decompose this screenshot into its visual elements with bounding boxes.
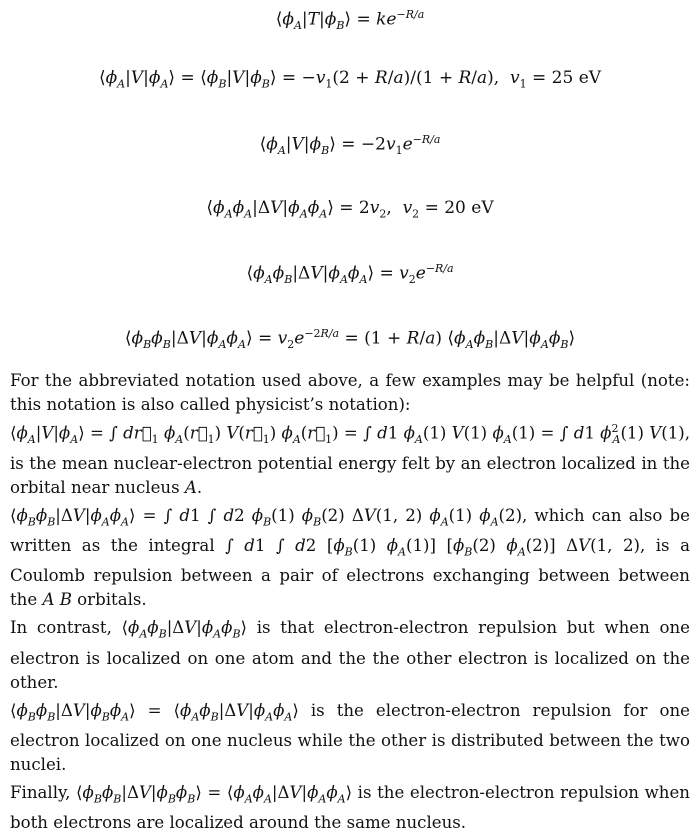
equation-2: $⟨\phi_A|V|\phi_A⟩$ = $⟨\phi_B|V|\phi_B⟩ = -v_1(2 + R/a)/(1 + R/a)$, $v_1 = 25$ eV bbox=[98, 68, 602, 91]
equation-4: $⟨\phi_A\phi_A|\Delta V|\phi_A\phi_A⟩ = 2v_2$, $v_2 = 20$ eV bbox=[206, 198, 494, 221]
paragraph-coulomb-exchange: $⟨\phi_B\phi_B|\Delta V|\phi_A\phi_A⟩$ = ∫ d1 ∫ d2 $\phi_B(1)$ $\phi_B(2)$ ΔV(1, 2) $\phi_A(1)$ $\phi_A(2)$, which can also be written as the integral ∫ d1 ∫ d2 [$\phi_B(1)$ $\phi_A(1)$] [$\phi_B(2)$ $\phi_A(2)$] ΔV(1, 2), is a Coulomb repulsion between a pair of electrons exchanging between between the A B orbitals. bbox=[10, 505, 690, 610]
equation-3: $⟨\phi_A|V|\phi_B⟩ = -2v_1e^{-R/a}$ bbox=[259, 133, 441, 158]
equation-6: $⟨\phi_B\phi_B|\Delta V|\phi_A\phi_A⟩ = v_2e^{-2R/a} = (1 + R/a)$ $⟨\phi_A\phi_B|\Delta V|\phi_A\phi_B⟩$ bbox=[124, 327, 576, 352]
paragraph-intro: For the abbreviated notation used above, a few examples may be helpful (note: this notation is also called physicist’s notation): $⟨\phi_A|V|\phi_A⟩$ = ∫ $dr⃗_1$ $\phi_A(r⃗_1)$ $V(r⃗_1)$ $\phi_A(r⃗_1)$ = ∫ d1 $\phi_A(1)$ V(1) $\phi_A(1)$ = ∫ d1 $\phi^2_A(1)$ V(1), is the mean nuclear-electron potential energy felt by an electron localized in the orbital near nucleus A. bbox=[10, 371, 691, 497]
body-text bbox=[10, 369, 690, 839]
paragraph-finally: Finally, $⟨\phi_B\phi_B|\Delta V|\phi_B\phi_B⟩$ = $⟨\phi_A\phi_A|\Delta V|\phi_A\phi_A⟩$ is the electron-electron repulsion when both electrons are localized around the same nucleus. bbox=[10, 783, 690, 833]
paragraph-contrast: In contrast, $⟨\phi_A\phi_B|\Delta V|\phi_A\phi_B⟩$ is that electron-electron repulsion but when one electron is localized on one atom and the the other electron is localized on the other. bbox=[10, 618, 690, 692]
equation-5: $⟨\phi_A\phi_B|\Delta V|\phi_A\phi_A⟩ = v_2e^{-R/a}$ bbox=[246, 262, 454, 287]
paragraph-distributed: $⟨\phi_B\phi_B|\Delta V|\phi_B\phi_A⟩$ = $⟨\phi_A\phi_B|\Delta V|\phi_A\phi_A⟩$ is the electron-electron repulsion for one electron localized on one nucleus while the other is distributed between the two nuclei. bbox=[10, 700, 690, 775]
equation-1: $⟨\phi_A|T|\phi_B⟩ = ke^{-R/a}$ bbox=[275, 8, 425, 33]
